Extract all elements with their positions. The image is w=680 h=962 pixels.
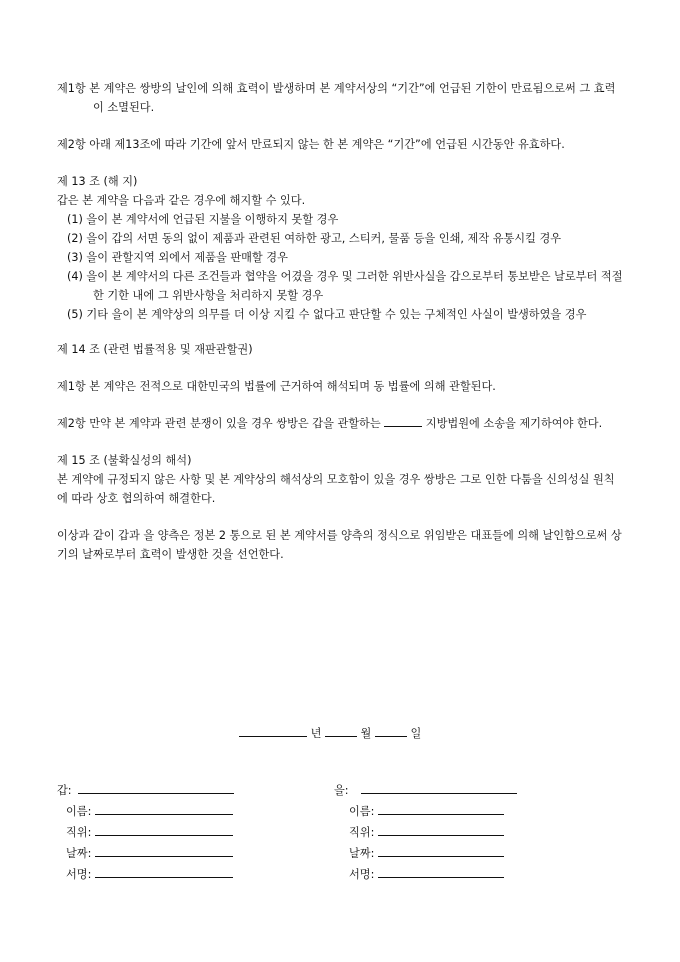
party-b-signature-label: 서명: bbox=[349, 868, 375, 881]
article13-item-4: (4) 을이 본 계약서의 다른 조건들과 협약을 어겼을 경우 및 그러한 위반사실을 갑으로부터 통보받은 날로부터 적절한 기한 내에 그 위반사항을 처리하지 못할 경우 bbox=[67, 270, 623, 302]
party-a-name-line[interactable] bbox=[95, 802, 233, 815]
party-a-signature-label: 서명: bbox=[66, 868, 92, 881]
article14-clause2-text-a: 제2항 만약 본 계약과 관련 분쟁이 있을 경우 쌍방은 갑을 관할하는 bbox=[57, 417, 381, 430]
day-label: 일 bbox=[410, 727, 422, 740]
year-label: 년 bbox=[310, 727, 322, 740]
date-line bbox=[239, 724, 499, 743]
contract-page bbox=[57, 79, 623, 564]
month-blank[interactable] bbox=[325, 725, 357, 737]
article12-clause1: 제1항 본 계약은 쌍방의 날인에 의해 효력이 발생하며 본 계약서상의 “기간”에 언급된 기한이 만료됨으로써 그 효력이 소멸된다. bbox=[57, 82, 616, 114]
party-a-title-label: 직위: bbox=[66, 826, 92, 839]
court-blank[interactable] bbox=[384, 415, 422, 427]
article14-title: 제 14 조 (관련 법률적용 및 재판관할권) bbox=[57, 343, 253, 356]
party-a-name-label: 이름: bbox=[66, 805, 92, 818]
article14-clause2 bbox=[57, 414, 623, 433]
party-a-title-line[interactable] bbox=[95, 823, 233, 836]
party-b-title-label: 직위: bbox=[349, 826, 375, 839]
party-b-date-line[interactable] bbox=[378, 844, 504, 857]
article13-item-2: (2) 을이 갑의 서면 동의 없이 제품과 관련된 여하한 광고, 스티커, 물품 등을 인쇄, 제작 유통시킬 경우 bbox=[67, 232, 562, 245]
party-b-line[interactable] bbox=[361, 781, 517, 794]
party-a-label: 갑: bbox=[57, 784, 72, 797]
party-a-signature-block bbox=[57, 780, 337, 885]
party-b-signature-line[interactable] bbox=[378, 865, 504, 878]
party-b-name-label: 이름: bbox=[349, 805, 375, 818]
party-b-title-line[interactable] bbox=[378, 823, 504, 836]
party-a-line[interactable] bbox=[78, 781, 234, 794]
closing-statement: 이상과 같이 갑과 을 양측은 정본 2 통으로 된 본 계약서를 양측의 정식으로 위임받은 대표들에 의해 날인함으로써 상기의 날짜로부터 효력이 발생한 것을 선언한다. bbox=[57, 529, 622, 561]
article15-title: 제 15 조 (불확실성의 해석) bbox=[57, 454, 192, 467]
article14-clause2-text-b: 지방법원에 소송을 제기하여야 한다. bbox=[425, 417, 603, 430]
party-a-date-line[interactable] bbox=[95, 844, 233, 857]
party-b-date-label: 날짜: bbox=[349, 847, 375, 860]
year-blank[interactable] bbox=[239, 725, 307, 737]
party-a-signature-line[interactable] bbox=[95, 865, 233, 878]
article13-item-3: (3) 을이 관할지역 외에서 제품을 판매할 경우 bbox=[67, 251, 288, 264]
article13-title: 제 13 조 (해 지) bbox=[57, 175, 138, 188]
article15-body: 본 계약에 규정되지 않은 사항 및 본 계약상의 해석상의 모호함이 있을 경우 쌍방은 그로 인한 다툼을 신의성실 원칙에 따라 상호 협의하여 해결한다. bbox=[57, 473, 615, 505]
party-b-signature-block bbox=[334, 780, 614, 885]
party-b-name-line[interactable] bbox=[378, 802, 504, 815]
day-blank[interactable] bbox=[375, 725, 407, 737]
article14-clause1: 제1항 본 계약은 전적으로 대한민국의 법률에 근거하여 해석되며 동 법률에 의해 관할된다. bbox=[57, 380, 496, 393]
article12-clause2: 제2항 아래 제13조에 따라 기간에 앞서 만료되지 않는 한 본 계약은 “기간”에 언급된 시간동안 유효하다. bbox=[57, 138, 565, 151]
party-b-label: 을: bbox=[334, 784, 349, 797]
article13-item-5: (5) 기타 을이 본 계약상의 의무를 더 이상 지킬 수 없다고 판단할 수 있는 구체적인 사실이 발생하였을 경우 bbox=[67, 308, 587, 321]
article13-intro: 갑은 본 계약을 다음과 같은 경우에 해지할 수 있다. bbox=[57, 194, 306, 207]
party-a-date-label: 날짜: bbox=[66, 847, 92, 860]
month-label: 월 bbox=[360, 727, 372, 740]
article13-item-1: (1) 을이 본 계약서에 언급된 지불을 이행하지 못할 경우 bbox=[67, 213, 339, 226]
